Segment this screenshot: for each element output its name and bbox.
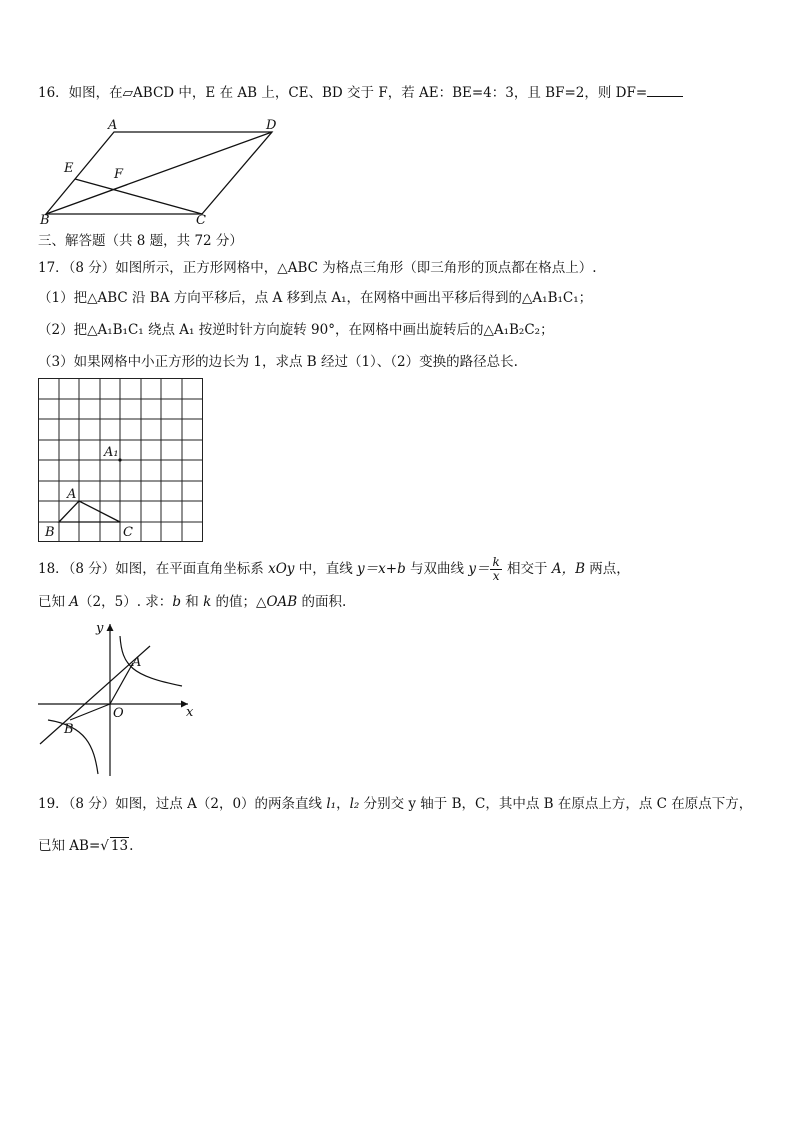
- label-a: A: [67, 487, 77, 502]
- label-f: F: [114, 167, 124, 182]
- xoy-symbol: xOy: [268, 561, 295, 577]
- q17-part3: （3）如果网格中小正方形的边长为 1，求点 B 经过（1）、（2）变换的路径总长.: [38, 354, 518, 370]
- q19-given: 已知 AB=√ 13.: [38, 838, 134, 854]
- label-c: C: [196, 213, 206, 228]
- sqrt-13: 13: [110, 838, 129, 854]
- label-o: O: [113, 706, 124, 721]
- q16-text: [38, 82, 683, 103]
- q16-answer-blank: [647, 82, 683, 97]
- section-title: 三、解答题（共 8 题，共 72 分）: [38, 233, 243, 249]
- l2-symbol: l₂: [349, 796, 360, 812]
- k-over-x-fraction: $\frac{k}{x}$: [492, 555, 500, 583]
- label-y: y: [96, 621, 104, 636]
- q18-coordinate-figure: [36, 616, 198, 778]
- label-a1: A₁: [104, 445, 119, 460]
- q17-grid-figure: [38, 378, 204, 542]
- q17-part2: （2）把△A₁B₁C₁ 绕点 A₁ 按逆时针方向旋转 90°，在网格中画出旋转后的△A₁B₂C₂；: [38, 322, 554, 338]
- q17-stem: 17．（8 分）如图所示，正方形网格中，△ABC 为格点三角形（即三角形的顶点都在格点上）.: [38, 260, 597, 276]
- hyperbola-branch-1: [120, 636, 182, 686]
- q18-stem: 18．（8 分）如图，在平面直角坐标系 xOy 中，直线 y＝x+b 与双曲线 y＝ $\frac{k}{x}$ 相交于 A，B 两点，: [38, 555, 630, 583]
- line-equation: y＝x+b: [357, 561, 406, 577]
- label-c: C: [123, 525, 133, 540]
- label-b: B: [45, 525, 55, 540]
- point-a1: [118, 458, 121, 461]
- label-e: E: [64, 161, 74, 176]
- q18-given: 已知 A（2，5）. 求：b 和 k 的值；△OAB 的面积.: [38, 594, 347, 610]
- segment-oa: [110, 663, 133, 704]
- l1-symbol: l₁: [326, 796, 337, 812]
- label-b: B: [40, 213, 50, 228]
- label-d: D: [266, 118, 277, 133]
- label-x: x: [186, 705, 194, 720]
- triangle-abc: [59, 501, 120, 522]
- label-a: A: [108, 118, 118, 133]
- q16-stem: 16．如图，在▱ABCD 中，E 在 AB 上，CE、BD 交于 F，若 AE：BE=4：3，且 BF=2，则 DF=: [38, 85, 648, 101]
- label-b: B: [64, 722, 74, 737]
- label-a: A: [132, 655, 142, 670]
- q17-part1: （1）把△ABC 沿 BA 方向平移后，点 A 移到点 A₁，在网格中画出平移后得到的△A₁B₁C₁；: [38, 290, 593, 306]
- q19-stem: 19．（8 分）如图，过点 A（2，0）的两条直线 l₁，l₂ 分别交 y 轴于 B，C，其中点 B 在原点上方，点 C 在原点下方，: [38, 796, 753, 812]
- q16-parallelogram-figure: [36, 114, 286, 228]
